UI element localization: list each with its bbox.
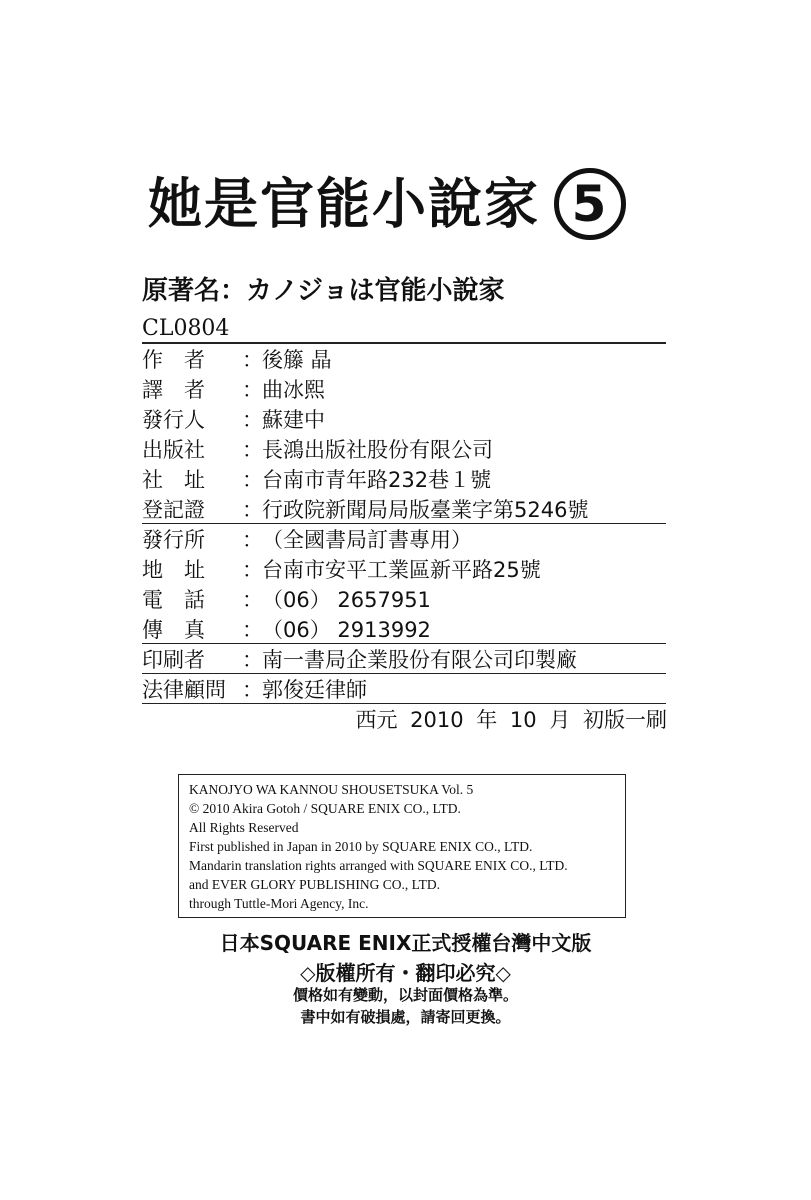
- rights-line: and EVER GLORY PUBLISHING CO., LTD.: [189, 877, 441, 892]
- rights-box: [178, 774, 626, 918]
- info-label: 發行所: [142, 527, 205, 552]
- info-value: 曲冰熙: [262, 377, 325, 402]
- note-line: 價格如有變動，以封面價格為準。: [292, 986, 518, 1004]
- info-row-publisher: [142, 434, 666, 464]
- info-value: 台南市安平工業區新平路25號: [262, 557, 541, 582]
- info-label: 印刷者: [142, 647, 205, 672]
- info-value: 郭俊廷律師: [262, 677, 367, 702]
- book-title-text: 她是官能小說家: [148, 172, 540, 236]
- rights-line: First published in Japan in 2010 by SQUARE ENIX CO., LTD.: [189, 839, 533, 854]
- info-label: 法律顧問: [142, 677, 226, 702]
- copyright-notice: ◇版權所有・翻印必究◇: [300, 961, 511, 985]
- info-label: 譯 者: [142, 377, 205, 402]
- info-value: 蘇建中: [262, 407, 325, 432]
- info-row-publisher-address: [142, 464, 666, 494]
- info-row-distributor-address: [142, 554, 666, 584]
- book-title: [148, 172, 626, 244]
- publication-info: [142, 342, 666, 704]
- info-colon: ：: [242, 647, 263, 672]
- info-colon: ：: [242, 407, 263, 432]
- info-label: 電 話: [142, 587, 205, 612]
- volume-number: 5: [554, 168, 626, 240]
- rights-line: Mandarin translation rights arranged with SQUARE ENIX CO., LTD.: [189, 858, 568, 873]
- info-label: 登記證: [142, 497, 205, 522]
- info-colon: ：: [242, 497, 263, 522]
- info-row-printer: [142, 644, 666, 674]
- note-line: 書中如有破損處，請寄回更換。: [300, 1008, 511, 1026]
- info-colon: ：: [242, 677, 263, 702]
- info-label: 傳 真: [142, 617, 205, 642]
- info-row-publisher-person: [142, 404, 666, 434]
- rights-line: through Tuttle-Mori Agency, Inc.: [189, 896, 369, 911]
- info-colon: ：: [242, 347, 263, 372]
- info-colon: ：: [242, 587, 263, 612]
- info-value: （全國書局訂書專用）: [262, 527, 472, 552]
- info-label: 發行人: [142, 407, 205, 432]
- authorization-block: [0, 928, 811, 988]
- info-value: 南一書局企業股份有限公司印製廠: [262, 647, 577, 672]
- info-row-registration: [142, 494, 666, 524]
- catalog-code: CL0804: [142, 316, 230, 341]
- info-value: （06） 2913992: [262, 617, 431, 642]
- info-value: 行政院新聞局局版臺業字第5246號: [262, 497, 589, 522]
- authorization-text: 日本SQUARE ENIX正式授權台灣中文版: [219, 931, 592, 955]
- rights-line: © 2010 Akira Gotoh / SQUARE ENIX CO., LTD.: [189, 801, 461, 816]
- info-row-phone: [142, 584, 666, 614]
- info-value: 後籐 晶: [262, 347, 332, 372]
- info-value: 長鴻出版社股份有限公司: [262, 437, 493, 462]
- info-colon: ：: [242, 377, 263, 402]
- info-colon: ：: [242, 557, 263, 582]
- info-colon: ：: [242, 437, 263, 462]
- edition-date: 西元 2010 年 10 月 初版一刷: [355, 708, 667, 732]
- rights-line: KANOJYO WA KANNOU SHOUSETSUKA Vol. 5: [189, 782, 474, 797]
- info-value: （06） 2657951: [262, 587, 431, 612]
- info-label: 出版社: [142, 437, 205, 462]
- info-row-translator: [142, 374, 666, 404]
- rights-line: All Rights Reserved: [189, 820, 299, 835]
- info-row-legal: [142, 674, 666, 704]
- info-value: 台南市青年路232巷１號: [262, 467, 492, 492]
- notes-block: [0, 984, 811, 1028]
- info-row-distributor: [142, 524, 666, 554]
- original-title: 原著名：カノジョは官能小說家: [142, 276, 505, 306]
- info-colon: ：: [242, 527, 263, 552]
- info-colon: ：: [242, 467, 263, 492]
- info-label: 作 者: [142, 347, 205, 372]
- info-label: 地 址: [142, 557, 205, 582]
- info-label: 社 址: [142, 467, 205, 492]
- info-colon: ：: [242, 617, 263, 642]
- info-row-author: [142, 342, 666, 374]
- info-row-fax: [142, 614, 666, 644]
